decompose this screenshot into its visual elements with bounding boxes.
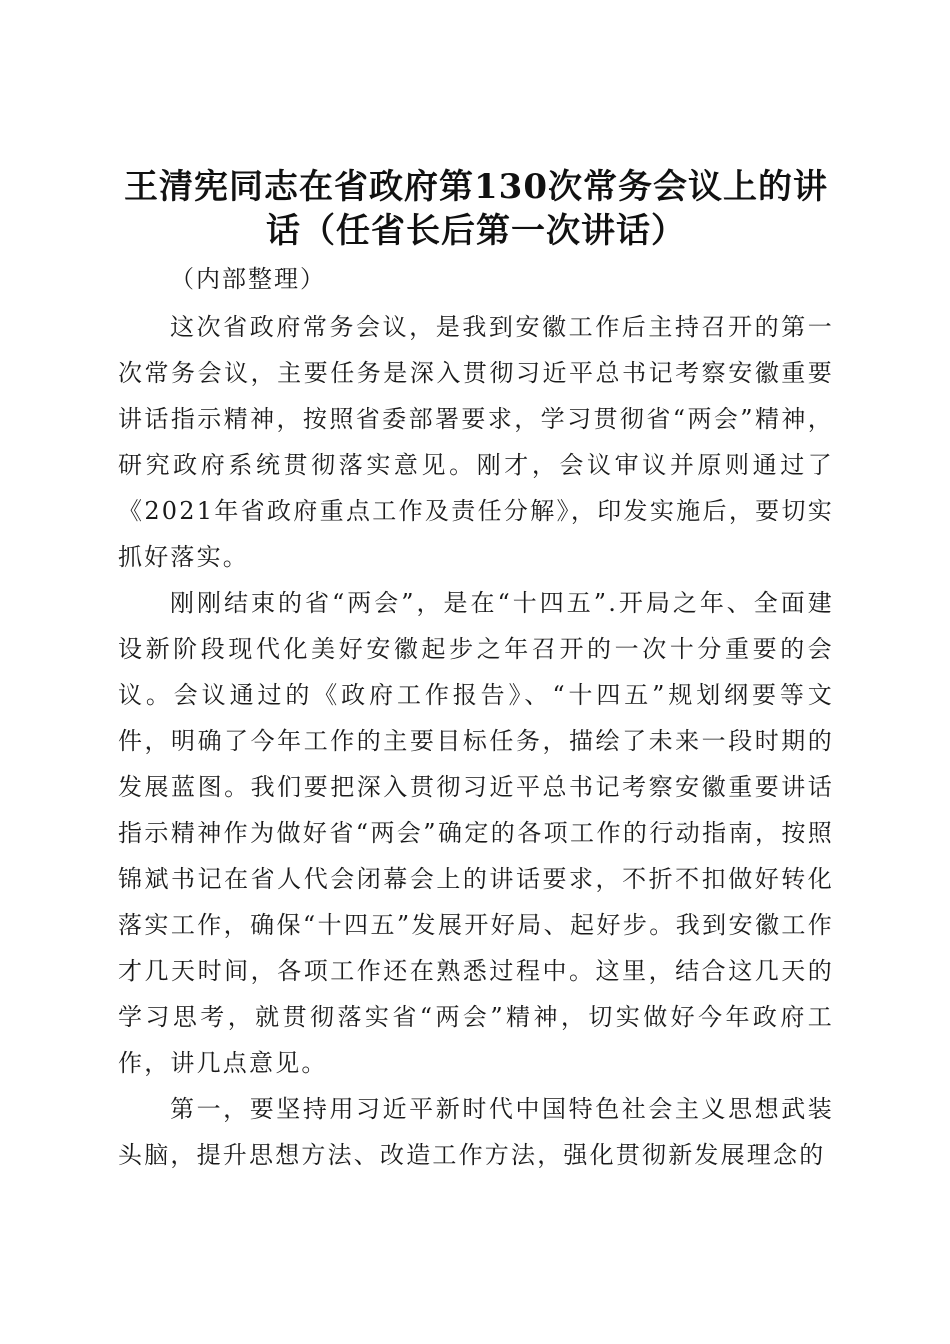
- paragraph-1: 这次省政府常务会议，是我到安徽工作后主持召开的第一次常务会议，主要任务是深入贯彻习近平总书记考察安徽重要讲话指示精神，按照省委部署要求，学习贯彻省“两会”精神，研究政府系统贯彻落实意见。刚才，会议审议并原则通过了《2021年省政府重点工作及责任分解》，印发实施后，要切实抓好落实。: [118, 313, 834, 571]
- paragraph-2: 刚刚结束的省“两会”，是在“十四五”.开局之年、全面建设新阶段现代化美好安徽起步之年召开的一次十分重要的会议。会议通过的《政府工作报告》、“十四五”规划纲要等文件，明确了今年工作的主要目标任务，描绘了未来一段时期的发展蓝图。我们要把深入贯彻习近平总书记考察安徽重要讲话指示精神作为做好省“两会”确定的各项工作的行动指南，按照锦斌书记在省人代会闭幕会上的讲话要求，不折不扣做好转化落实工作，确保“十四五”发展开好局、起好步。我到安徽工作才几天时间，各项工作还在熟悉过程中。这里，结合这几天的学习思考，就贯彻落实省“两会”精神，切实做好今年政府工作，讲几点意见。: [118, 589, 834, 1077]
- document-body: [118, 256, 834, 1178]
- source-note: （内部整理）: [170, 265, 326, 293]
- document-title: 王清宪同志在省政府第130次常务会议上的讲话（任省长后第一次讲话）: [124, 167, 828, 251]
- paragraph-3: 第一，要坚持用习近平新时代中国特色社会主义思想武装头脑，提升思想方法、改造工作方法，强化贯彻新发展理念的: [118, 1095, 834, 1169]
